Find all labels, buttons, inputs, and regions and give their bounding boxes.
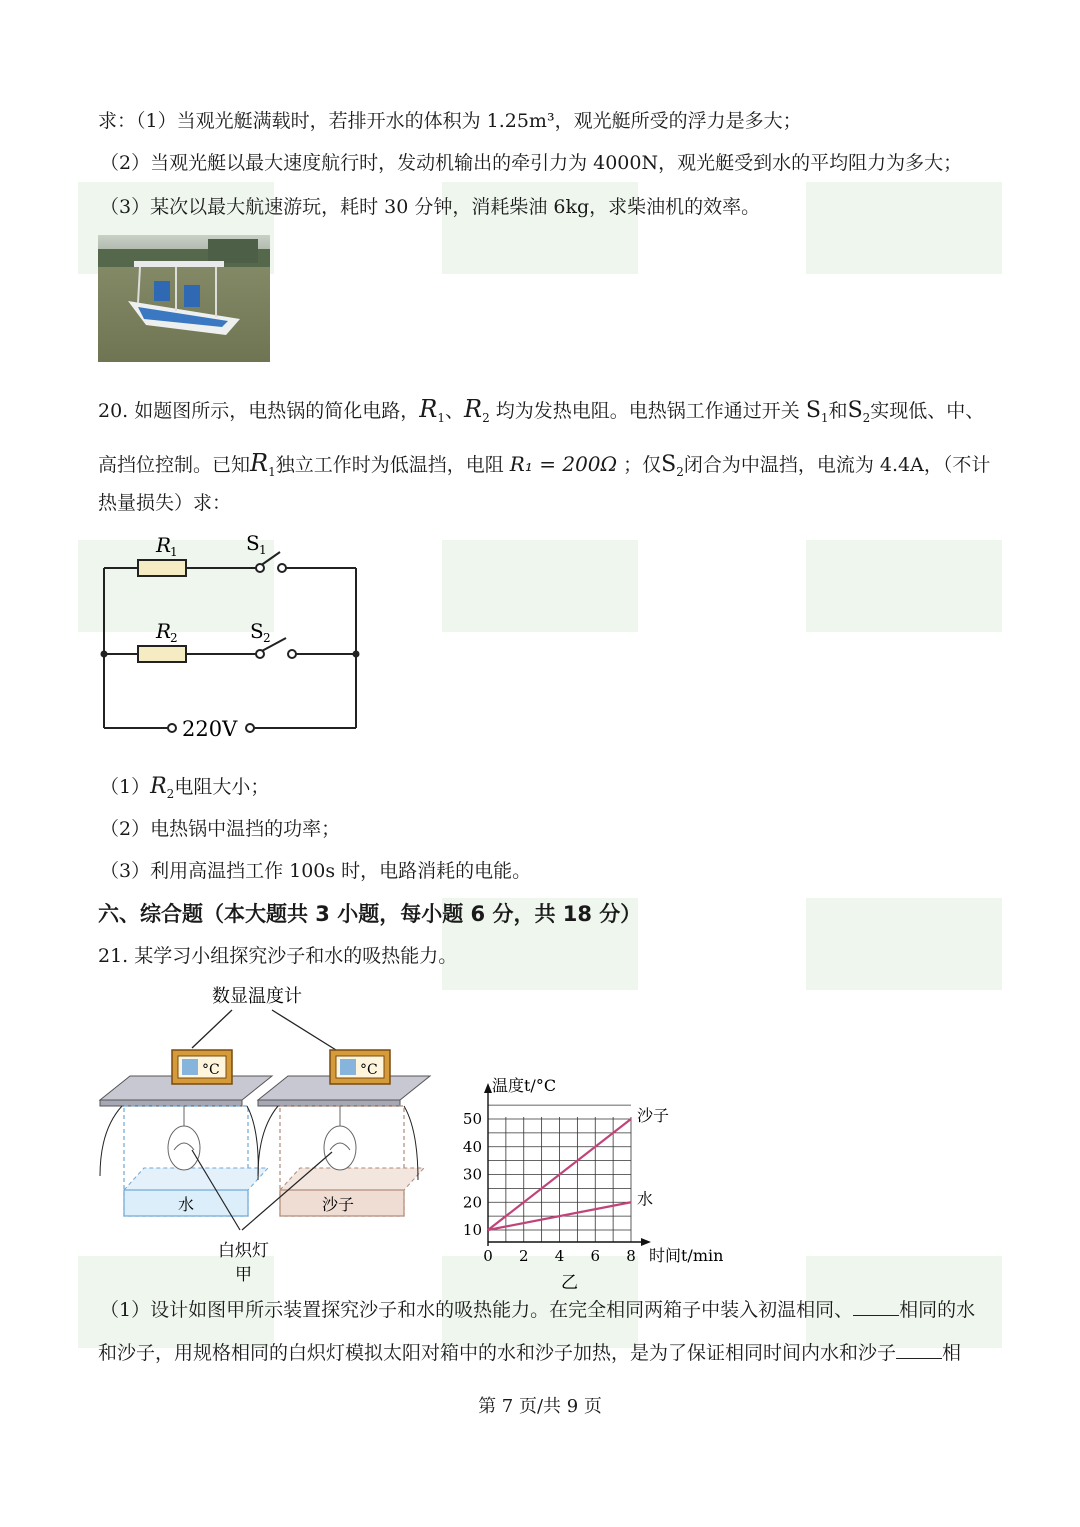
r1-equation: R₁ = 200Ω bbox=[509, 452, 618, 476]
answer-blank[interactable] bbox=[853, 1297, 899, 1316]
voltage-label: 220V bbox=[182, 717, 238, 741]
q20-text: 和 bbox=[828, 400, 848, 422]
svg-text:2: 2 bbox=[263, 631, 271, 645]
x-tick-label: 0 bbox=[483, 1247, 493, 1265]
svg-text:2: 2 bbox=[170, 631, 178, 645]
switch-s2 bbox=[256, 650, 264, 658]
q21-sub-1-line-2 bbox=[98, 1340, 961, 1366]
q20-line-3: 热量损失）求： bbox=[98, 492, 232, 514]
y-tick-label: 40 bbox=[462, 1137, 482, 1156]
q19-ask-2: （2）当观光艇以最大速度航行时，发动机输出的牵引力为 4000N，观光艇受到水的平均阻力为多大； bbox=[100, 152, 963, 174]
svg-text:水: 水 bbox=[178, 1195, 195, 1214]
svg-text:沙子: 沙子 bbox=[322, 1195, 355, 1214]
svg-text:1: 1 bbox=[259, 543, 267, 557]
temperature-chart bbox=[455, 1060, 735, 1290]
watermark bbox=[806, 540, 1002, 632]
svg-text:1: 1 bbox=[170, 545, 178, 559]
x-axis-arrow bbox=[641, 1238, 651, 1246]
svg-text:S: S bbox=[246, 531, 260, 555]
q20-sub-1: $(1)R_2$电阻大小； bbox=[100, 774, 270, 801]
figure-caption-jia: 甲 bbox=[235, 1265, 252, 1285]
svg-text:°C: °C bbox=[360, 1062, 378, 1078]
q20-sub-2: （2）电热锅中温挡的功率； bbox=[100, 818, 341, 840]
y-tick-label: 10 bbox=[462, 1221, 482, 1239]
svg-text:S: S bbox=[250, 619, 264, 643]
x-tick-label: 6 bbox=[590, 1247, 601, 1265]
q20-line-2: 高挡位控制。已知$R_1$独立工作时为低温挡，电阻 R₁ = 200Ω ；仅$S_2$闭合为中温挡，电流为 4.4A，（不计 bbox=[98, 449, 991, 479]
answer-blank[interactable] bbox=[896, 1340, 942, 1359]
figure-caption-yi: 乙 bbox=[561, 1273, 578, 1290]
q20-sub-3: （3）利用高温挡工作 100s 时，电路消耗的电能。 bbox=[100, 860, 532, 882]
figure-apparatus bbox=[92, 980, 442, 1290]
q20-text: 独立工作时为低温挡，电阻 bbox=[275, 454, 504, 476]
q20-text: 电阻大小； bbox=[174, 776, 270, 798]
switch-s1 bbox=[256, 564, 264, 572]
thermometer-label: 数显温度计 bbox=[212, 986, 302, 1007]
y-tick-label: 20 bbox=[462, 1193, 482, 1212]
y-axis-label: 温度t/°C bbox=[492, 1076, 557, 1095]
q20-text: 高挡位控制。已知 bbox=[98, 454, 251, 476]
q19-ask-3: （3）某次以最大航速游玩，耗时 30 分钟，消耗柴油 6kg，求柴油机的效率。 bbox=[100, 196, 761, 218]
y-axis-arrow bbox=[484, 1083, 492, 1093]
svg-text:R: R bbox=[156, 619, 172, 643]
circuit-diagram bbox=[96, 528, 366, 748]
q20-text: 20. 如题图所示，电热锅的简化电路， bbox=[98, 400, 420, 422]
page-footer: 第 7 页/共 9 页 bbox=[478, 1396, 602, 1417]
svg-text:R: R bbox=[156, 533, 172, 557]
q21-text: （1）设计如图甲所示装置探究沙子和水的吸热能力。在完全相同两箱子中装入初温相同、 bbox=[100, 1299, 854, 1321]
series-label: 沙子 bbox=[637, 1106, 670, 1125]
watermark bbox=[442, 540, 638, 632]
q21-text: 相同的水 bbox=[899, 1299, 976, 1321]
series-label: 水 bbox=[637, 1189, 654, 1209]
q20-text: （1） bbox=[100, 776, 151, 798]
svg-text:°C: °C bbox=[202, 1062, 220, 1078]
y-tick-label: 30 bbox=[462, 1165, 482, 1184]
q20-text: 闭合为中温挡，电流为 4.4A，（不计 bbox=[683, 454, 991, 476]
q20-text: 均为发热电阻。电热锅工作通过开关 bbox=[495, 400, 800, 422]
q21-sub-1-line-1 bbox=[100, 1297, 975, 1323]
x-tick-label: 8 bbox=[626, 1247, 636, 1265]
q20-text: 实现低、中、 bbox=[870, 400, 985, 422]
q21-text: 和沙子，用规格相同的白炽灯模拟太阳对箱中的水和沙子加热，是为了保证相同时间内水和沙子 bbox=[98, 1342, 897, 1364]
q20-text: ；仅 bbox=[623, 454, 662, 476]
boat-photo bbox=[98, 235, 270, 362]
watermark bbox=[806, 898, 1002, 990]
section-title: 六、综合题（本大题共 3 小题，每小题 6 分，共 18 分） bbox=[98, 902, 642, 926]
q19-ask-1: 求：（1）当观光艇满载时，若排开水的体积为 1.25m³，观光艇所受的浮力是多大； bbox=[98, 110, 802, 132]
q20-line-1: 20. 如题图所示，电热锅的简化电路，$R_1$、$R_2$ 均为发热电阻。电热锅工作通过开关 $S_1$和$S_2$实现低、中、 bbox=[98, 395, 985, 425]
resistor-r2 bbox=[138, 646, 186, 662]
x-tick-label: 4 bbox=[554, 1247, 565, 1265]
watermark bbox=[806, 182, 1002, 274]
svg-text:白炽灯: 白炽灯 bbox=[218, 1241, 269, 1261]
q21-intro: 21. 某学习小组探究沙子和水的吸热能力。 bbox=[98, 945, 458, 967]
resistor-r1 bbox=[138, 560, 186, 576]
x-tick-label: 2 bbox=[518, 1247, 529, 1265]
q21-text: 相 bbox=[942, 1342, 962, 1364]
x-axis-label: 时间t/min bbox=[649, 1246, 724, 1265]
y-tick-label: 50 bbox=[462, 1110, 482, 1128]
